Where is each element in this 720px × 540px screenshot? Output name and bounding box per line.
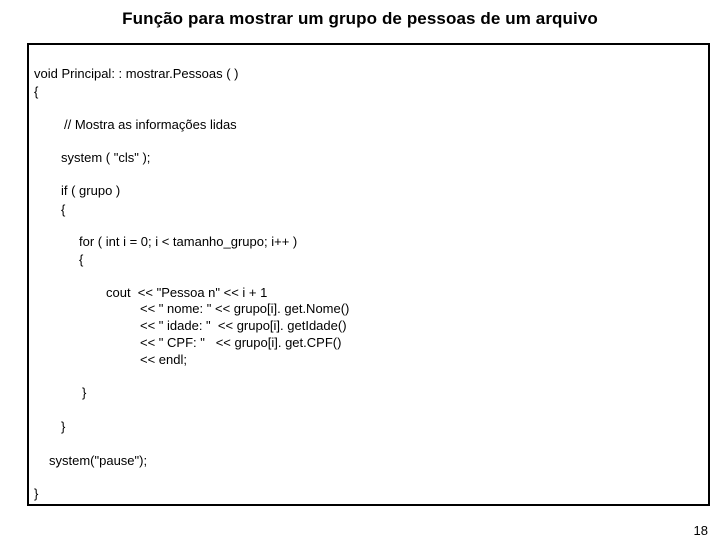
code-line-if-close-brace: } <box>61 419 66 434</box>
slide-title: Função para mostrar um grupo de pessoas de um arquivo <box>122 9 598 28</box>
code-line-endl: << endl; <box>140 352 187 367</box>
code-line-comment: // Mostra as informações lidas <box>64 117 237 132</box>
code-line-for: for ( int i = 0; i < tamanho_grupo; i++ ) <box>79 234 298 249</box>
code-line-signature: void Principal: : mostrar.Pessoas ( ) <box>34 66 239 81</box>
code-box <box>27 43 710 506</box>
code-line-system-cls: system ( "cls" ); <box>61 150 151 165</box>
code-line-close-brace: } <box>34 486 39 501</box>
code-line-cpf: << " CPF: " << grupo[i]. get.CPF() <box>140 335 342 350</box>
code-line-idade: << " idade: " << grupo[i]. getIdade() <box>140 318 347 333</box>
code-line-if: if ( grupo ) <box>61 183 121 198</box>
code-line-open-brace: { <box>34 84 39 99</box>
code-line-system-pause: system("pause"); <box>49 453 148 468</box>
code-line-for-close-brace: } <box>82 385 87 400</box>
code-line-for-open-brace: { <box>79 252 84 267</box>
code-line-cout: cout << "Pessoa n" << i + 1 <box>106 285 268 300</box>
page-number: 18 <box>693 523 708 538</box>
code-line-if-open-brace: { <box>61 202 66 217</box>
code-line-nome: << " nome: " << grupo[i]. get.Nome() <box>140 301 350 316</box>
